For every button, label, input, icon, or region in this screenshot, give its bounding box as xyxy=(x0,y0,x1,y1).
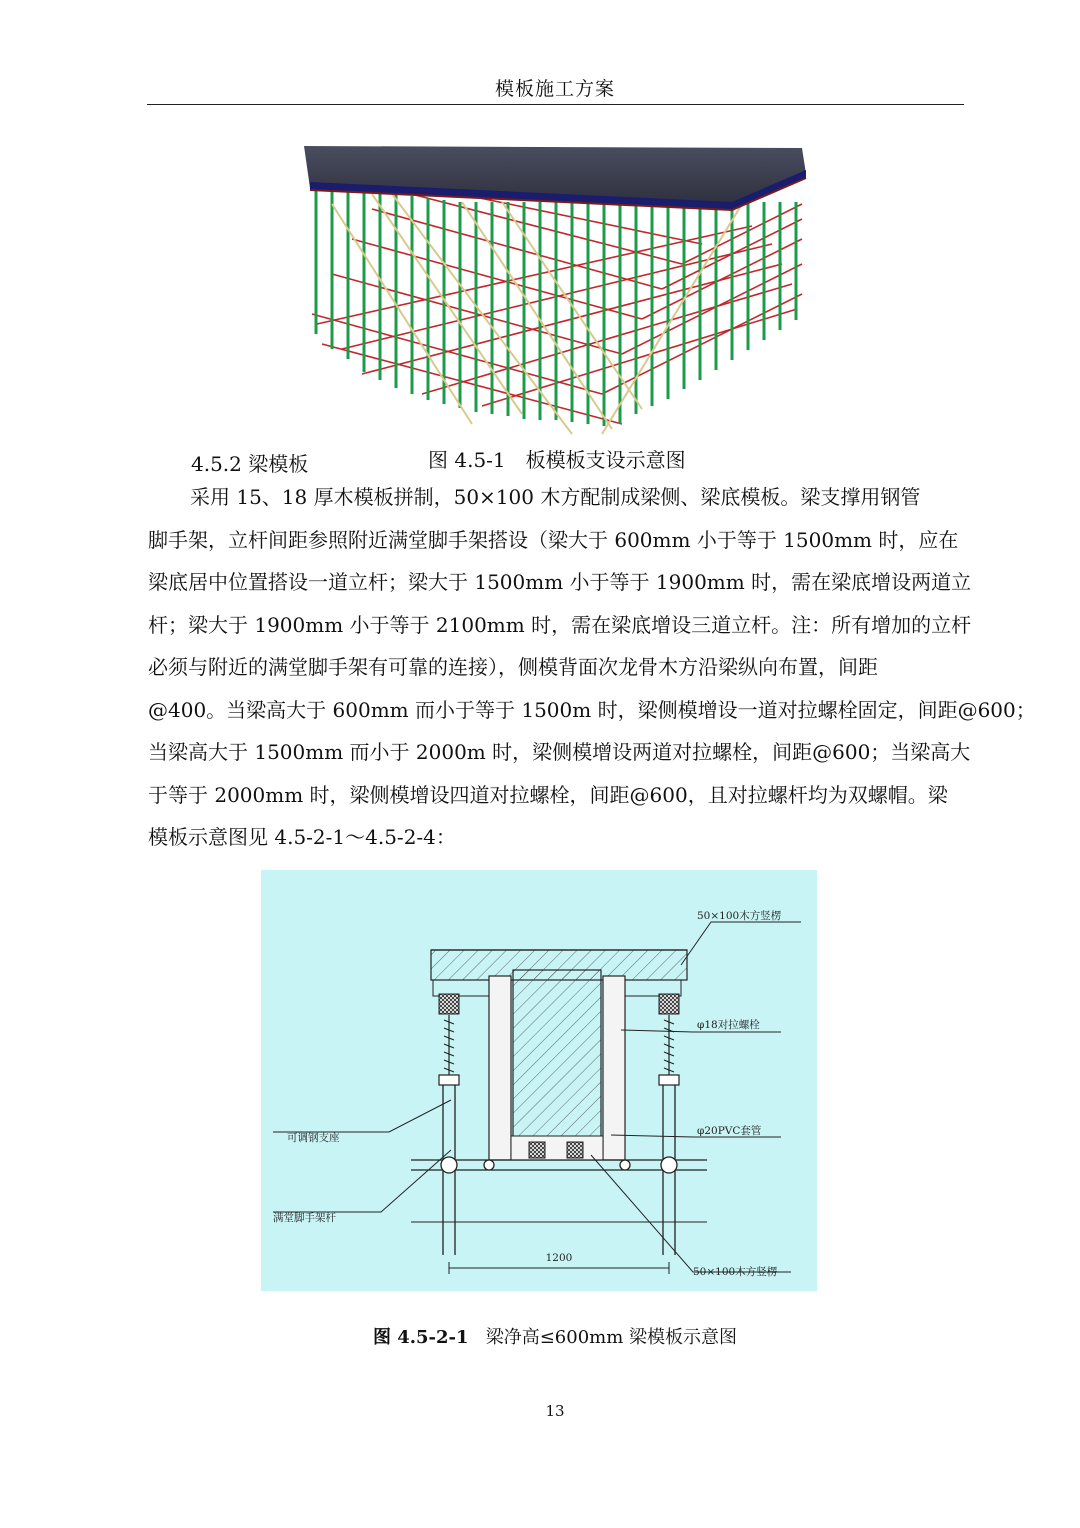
figure1-caption: 图 4.5-1 板模板支设示意图 xyxy=(428,448,686,472)
left-side-form xyxy=(489,976,511,1160)
page-number: 13 xyxy=(545,1402,565,1420)
figure2-caption-number: 图 4.5-2-1 xyxy=(372,1327,469,1348)
body-line: 杆；梁大于 1900mm 小于等于 2100mm 时，需在梁底增设三道立杆。注：所有增加的立杆 xyxy=(148,612,972,637)
body-line: 采用 15、18 厚木模板拼制，50×100 木方配制成梁侧、梁底模板。梁支撑用钢管 xyxy=(190,485,921,509)
label-scaffold-tube: 满堂脚手架杆 xyxy=(273,1212,336,1224)
page-header-title: 模板施工方案 xyxy=(494,78,615,100)
label-adjustable-support: 可调钢支座 xyxy=(287,1132,340,1144)
body-line: 于等于 2000mm 时，梁侧模增设四道对拉螺栓，间距@600，且对拉螺杆均为双螺帽。梁 xyxy=(148,782,948,807)
label-pvc-sleeve: φ20PVC套管 xyxy=(697,1125,762,1137)
bottom-form xyxy=(511,1136,603,1160)
body-line: 模板示意图见 4.5-2-1～4.5-2-4： xyxy=(148,825,456,849)
bottom-timber-2 xyxy=(567,1142,583,1158)
body-line: 必须与附近的满堂脚手架有可靠的连接），侧模背面次龙骨木方沿梁纵向布置，间距 xyxy=(148,655,878,679)
label-top-right: 50×100木方竖楞 xyxy=(697,910,782,922)
dimension-label: 1200 xyxy=(545,1252,573,1264)
figure2-caption-text: 梁净高≤600mm 梁模板示意图 xyxy=(485,1327,738,1348)
beam-section xyxy=(513,970,601,1160)
body-line: @400。当梁高大于 600mm 而小于等于 1500m 时，梁侧模增设一道对拉螺栓固定，间距@600； xyxy=(148,697,1036,722)
slab-scaffold-figure xyxy=(302,144,808,436)
bottom-timber-1 xyxy=(529,1142,545,1158)
left-top-timber xyxy=(439,994,459,1014)
body-line: 梁底居中位置搭设一道立杆；梁大于 1500mm 小于等于 1900mm 时，需在梁底增设两道立 xyxy=(148,570,972,594)
body-line: 脚手架，立杆间距参照附近满堂脚手架搭设（梁大于 600mm 小于等于 1500mm 时，应在 xyxy=(148,527,959,552)
body-paragraph xyxy=(148,476,1036,859)
body-line: 当梁高大于 1500mm 而小于 2000m 时，梁侧模增设两道对拉螺栓，间距@600；当梁高大 xyxy=(148,740,971,764)
beam-formwork-figure xyxy=(261,870,817,1291)
figure2-caption xyxy=(0,1323,1080,1349)
label-bolt: φ18对拉螺栓 xyxy=(697,1019,760,1031)
right-side-form xyxy=(603,976,625,1160)
scaffold-braces xyxy=(332,194,742,434)
label-bottom-right: 50×100木方竖楞 xyxy=(693,1266,778,1278)
header-divider xyxy=(147,104,964,105)
section-heading: 4.5.2 梁模板 xyxy=(191,452,309,476)
right-top-timber xyxy=(659,994,679,1014)
